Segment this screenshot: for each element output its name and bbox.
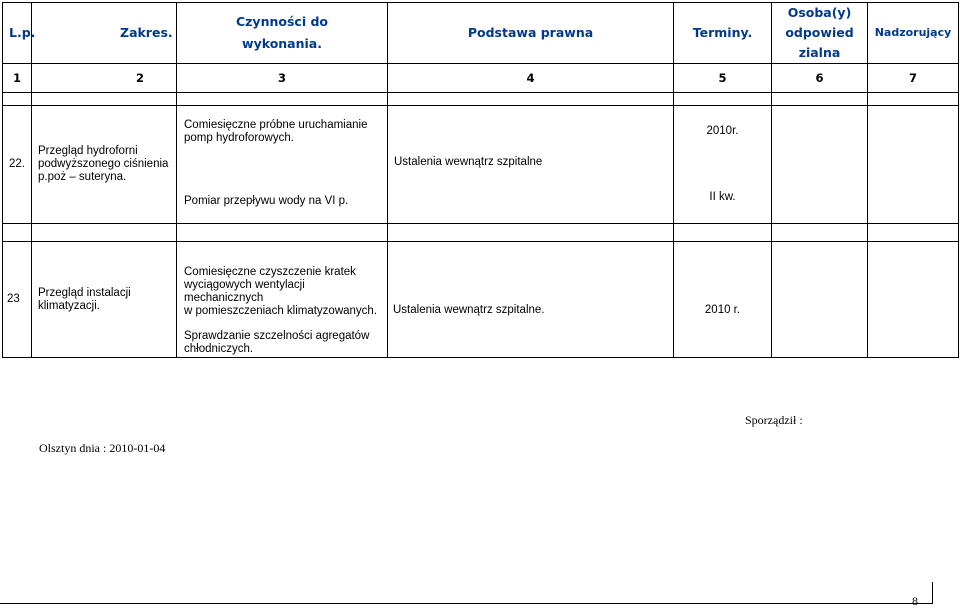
- row-osoba: [772, 242, 868, 358]
- spacer-cell: [3, 93, 32, 106]
- column-number-7: 7: [868, 64, 959, 93]
- header-row: [3, 3, 959, 64]
- spacer-cell: [674, 93, 772, 106]
- column-number-1: 1: [3, 64, 32, 93]
- task-line: Comiesięczne czyszczenie kratek: [184, 266, 356, 278]
- row-zakres: [32, 242, 177, 358]
- row-czynnosci-task-b: [184, 330, 369, 356]
- gap-cell: [32, 224, 177, 242]
- gap-cell: [3, 224, 32, 242]
- row-podstawa-text: Ustalenia wewnątrz szpitalne.: [393, 304, 545, 316]
- row-czynnosci: [177, 106, 388, 224]
- column-number-row: [3, 64, 959, 93]
- spacer-cell: [177, 93, 388, 106]
- row-osoba: [772, 106, 868, 224]
- column-number-3: 3: [177, 64, 388, 93]
- row-czynnosci-task-a: [184, 266, 387, 318]
- header-osoba: [772, 3, 868, 64]
- gap-cell: [674, 224, 772, 242]
- table-row: [3, 106, 959, 224]
- task-line: w pomieszczeniach klimatyzowanych.: [184, 305, 378, 317]
- row-podstawa: [388, 106, 674, 224]
- row-zakres-line: klimatyzacji.: [38, 299, 100, 312]
- column-number-6: 6: [772, 64, 868, 93]
- row-zakres-line: Przegląd instalacji: [38, 286, 131, 299]
- row-nadzorujacy: [868, 106, 959, 224]
- row-czynnosci-task-a: [184, 119, 367, 145]
- row-zakres-line: Przegląd hydroforni: [38, 145, 138, 157]
- spacer-cell: [32, 93, 177, 106]
- column-number-4: 4: [388, 64, 674, 93]
- header-osoba-line1: Osoba(y): [787, 5, 852, 20]
- task-line: Sprawdzanie szczelności agregatów: [184, 330, 370, 342]
- task-line: Comiesięczne próbne uruchamianie: [184, 119, 368, 131]
- page-number: 8: [912, 594, 918, 608]
- header-terminy: Terminy.: [674, 3, 772, 64]
- row-termin-year: 2010r.: [706, 125, 739, 137]
- task-line: chłodniczych.: [184, 343, 254, 355]
- task-line: Pomiar przepływu wody na VI p.: [184, 195, 349, 207]
- row-podstawa: [388, 242, 674, 358]
- header-czynnosci-line1: Czynności do: [235, 14, 328, 29]
- header-osoba-line3: zialna: [798, 45, 841, 60]
- row-zakres-line: p.poż – suteryna.: [38, 171, 127, 183]
- spacer-row: [3, 93, 959, 106]
- gap-row: [3, 224, 959, 242]
- signature-label: Sporządził :: [745, 413, 803, 427]
- spacer-cell: [868, 93, 959, 106]
- gap-cell: [388, 224, 674, 242]
- header-nadzorujacy: Nadzorujący: [868, 3, 959, 64]
- row-zakres-line: podwyższonego ciśnienia: [38, 158, 169, 170]
- row-terminy: [674, 242, 772, 358]
- task-line: wyciągowych wentylacji mechanicznych: [184, 279, 305, 304]
- column-number-2: 2: [32, 64, 177, 93]
- gap-cell: [772, 224, 868, 242]
- spacer-cell: [772, 93, 868, 106]
- task-line: pomp hydroforowych.: [184, 132, 294, 144]
- table-row: [3, 242, 959, 358]
- row-czynnosci: [177, 242, 388, 358]
- header-zakres: Zakres.: [32, 3, 177, 64]
- gap-cell: [177, 224, 388, 242]
- row-termin-year: 2010 r.: [704, 304, 741, 316]
- column-number-5: 5: [674, 64, 772, 93]
- row-nadzorujacy: [868, 242, 959, 358]
- spacer-cell: [388, 93, 674, 106]
- row-terminy: [674, 106, 772, 224]
- row-termin-quarter: II kw.: [709, 191, 736, 203]
- header-lp: L.p.: [3, 3, 32, 64]
- header-osoba-line2: odpowied: [785, 25, 854, 40]
- page-number-frame: [0, 582, 933, 604]
- gap-cell: [868, 224, 959, 242]
- row-podstawa-text: Ustalenia wewnątrz szpitalne: [394, 156, 543, 168]
- row-lp: 22.: [3, 106, 32, 224]
- row-zakres: [32, 106, 177, 224]
- place-date-label: Olsztyn dnia : 2010-01-04: [39, 441, 166, 455]
- row-czynnosci-task-b: [184, 195, 348, 208]
- row-lp: 23: [3, 242, 32, 358]
- header-czynnosci: [177, 3, 388, 64]
- header-czynnosci-line2: wykonania.: [242, 36, 322, 51]
- maintenance-plan-table: [2, 2, 959, 358]
- header-podstawa: Podstawa prawna: [388, 3, 674, 64]
